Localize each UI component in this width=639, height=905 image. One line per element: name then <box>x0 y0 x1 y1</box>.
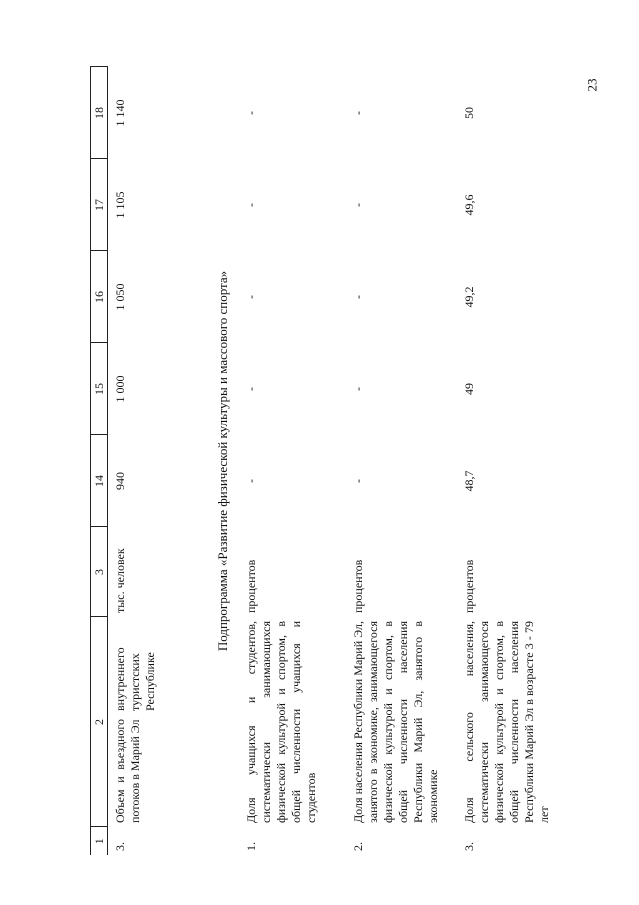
header-cell: 14 <box>91 435 108 527</box>
row-index: 2. <box>351 842 366 851</box>
table-row <box>457 67 568 855</box>
table-row <box>346 67 457 855</box>
rotated-page-content <box>90 65 610 855</box>
value-cell: - <box>244 111 259 115</box>
value-cell: 49,2 <box>462 286 477 308</box>
value-cell: - <box>244 295 259 299</box>
indicators-table <box>90 67 568 856</box>
value-cell: - <box>244 479 259 483</box>
value-cell: 1 050 <box>113 283 127 311</box>
table-row <box>108 67 208 855</box>
page-number-text: 23 <box>584 78 599 92</box>
header-cell: 18 <box>91 67 108 159</box>
row-index: 1. <box>244 842 259 851</box>
value-cell: - <box>351 203 366 207</box>
value-cell: 49 <box>462 383 477 395</box>
value-cell: 49,6 <box>462 194 477 216</box>
header-cell: 1 <box>91 827 108 855</box>
indicator-name: Доля сельского населения, систематически занимающегося физической культурой и спортом, в общей численности населения Республики Марий Эл в возрасте 3 - 79 лет <box>462 621 552 823</box>
indicator-name-part: Объем и въездного потоков в Марий Эл <box>113 719 142 823</box>
header-cell: 2 <box>91 617 108 827</box>
value-cell: 48,7 <box>462 470 477 492</box>
unit-cell: процентов <box>351 559 366 613</box>
row-index: 3. <box>113 842 127 851</box>
indicator-name-part: внутреннего туристских Республике <box>113 647 157 711</box>
subprogram-heading: Подпрограмма «Развитие физической культуры и массового спорта» <box>215 270 230 652</box>
value-cell: - <box>351 295 366 299</box>
value-cell: - <box>351 111 366 115</box>
unit-cell: процентов <box>244 559 259 613</box>
table-header-row <box>91 67 108 855</box>
header-cell: 16 <box>91 251 108 343</box>
subprogram-row <box>207 67 239 855</box>
indicator-name: Доля населения Республики Марий Эл, занятого в экономике, занимающегося физической культурой и спортом, в общей численности населения Республики Марий Эл, занятого в экономике <box>351 621 441 823</box>
header-cell: 3 <box>91 527 108 617</box>
value-cell: - <box>351 387 366 391</box>
value-cell: 1 140 <box>113 99 127 127</box>
unit-cell: тыс. человек <box>113 548 127 613</box>
value-cell: - <box>244 203 259 207</box>
indicator-name: Доля учащихся и студентов, систематически занимающихся физической культурой и спортом, в общей численности учащихся и студентов <box>244 621 319 823</box>
header-cell: 17 <box>91 159 108 251</box>
value-cell: 940 <box>113 472 127 490</box>
value-cell: 1 000 <box>113 375 127 403</box>
unit-cell: процентов <box>462 559 477 613</box>
value-cell: - <box>244 387 259 391</box>
row-index: 3. <box>462 842 477 851</box>
table-row <box>239 67 346 855</box>
header-cell: 15 <box>91 343 108 435</box>
value-cell: 50 <box>462 107 477 119</box>
value-cell: - <box>351 479 366 483</box>
value-cell: 1 105 <box>113 191 127 219</box>
